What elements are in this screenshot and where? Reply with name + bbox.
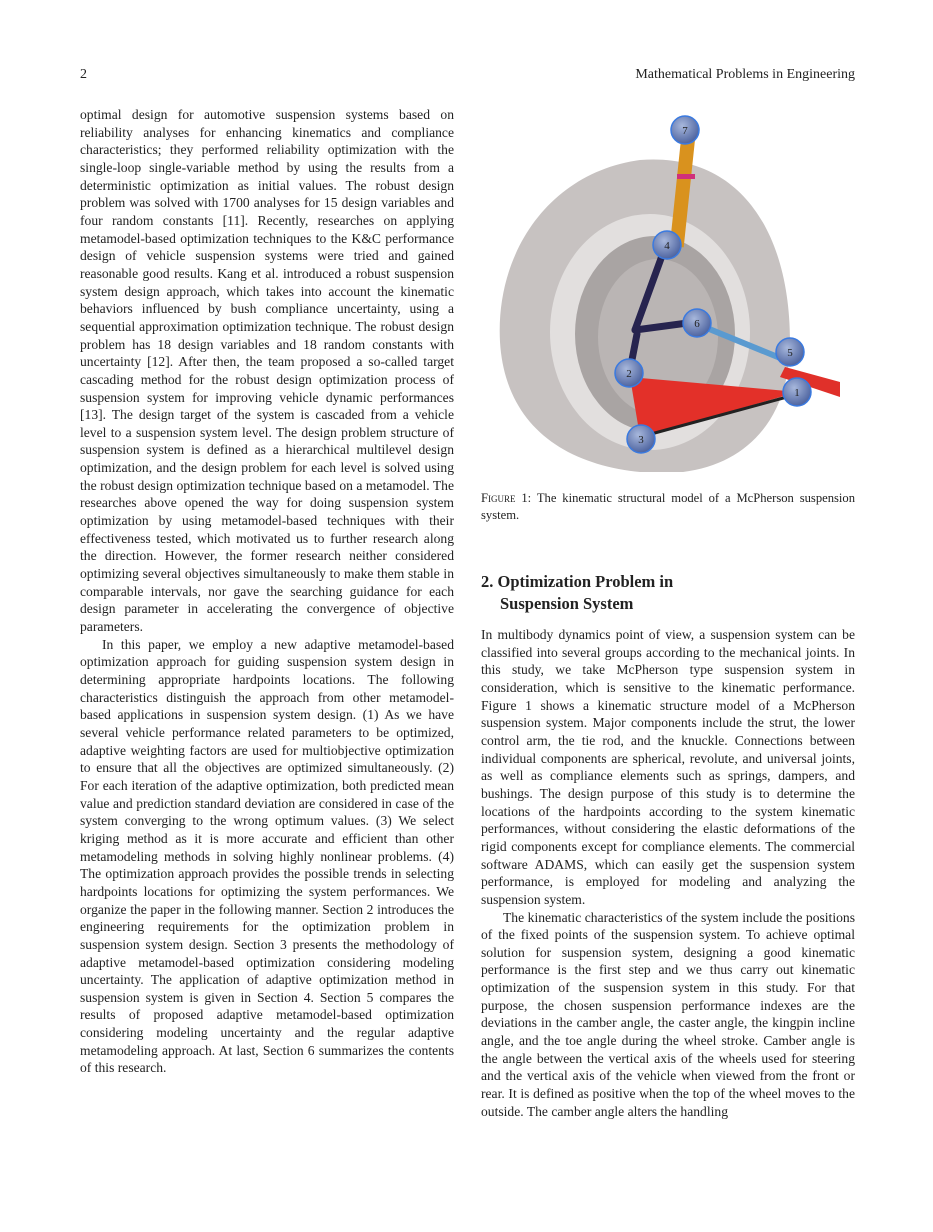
- figure-suspension-model: [490, 112, 840, 472]
- section-number: 2.: [481, 572, 494, 591]
- hardpoint-5: [776, 338, 804, 366]
- caption-text: The kinematic structural model of a McPherson suspension system.: [481, 491, 855, 522]
- svg-text:2: 2: [626, 368, 632, 380]
- running-header: Mathematical Problems in Engineering: [635, 67, 855, 82]
- section-title-line2: Suspension System: [500, 593, 634, 613]
- svg-text:7: 7: [682, 125, 688, 137]
- hardpoint-3: [627, 425, 655, 453]
- svg-text:3: 3: [638, 434, 644, 446]
- svg-text:6: 6: [694, 318, 700, 330]
- paragraph: optimal design for automotive suspension systems based on reliability analyses for enhancing kinematics and compliance characteristics; they performed reliability optimization with the single-loop single-variable method by using the results from a deterministic optimization as initial values. The robust design problem was solved with 1700 analyses for 15 design variables and four random constants [11]. Recently, researches on applying metamodel-based optimization techniques to the K&C performance design of vehicle suspension systems were tried and gained reasonable good results. Kang et al. introduced a robust suspension system design approach, which takes into account the kinematic behaviors influenced by bush compliance uncertainty, using a sequential approximation optimization technique. The robust design problem has 18 design variables and 18 random constants with uncertainty [12]. After then, the team proposed a so-called target cascading method for the robust design optimization process of suspension system for improving vehicle dynamic performances [13]. The design target of the system is cascaded from a vehicle level to a suspension system level. The design problem structure of suspension system is defined as a hierarchical multilevel design optimization, and the design problem for each level is solved using the robust design optimization technique based on a metamodel. The researches above opened the way for doing suspension system optimization by using metamodel-based techniques with their effectiveness tested, which motivated us to further research along the direction. However, the former research neither considered optimizing several objectives simultaneously to make them stable in comparable intervals, nor gave the searching guidance for each design parameter in accelerating the convergence of objective parameters.: [80, 107, 454, 635]
- page-number: 2: [80, 67, 87, 82]
- hardpoint-1: [783, 378, 811, 406]
- paragraph: In multibody dynamics point of view, a suspension system can be classified into several groups according to the mechanical joints. In this study, we take McPherson type suspension system in consideration, which is sensitive to the kinematic performance. Figure 1 shows a kinematic structure model of a McPherson suspension system. Major components include the strut, the lower control arm, the tie rod, and the knuckle. Connections between individual components are spherical, revolute, and universal joints, as well as compliance elements such as springs, dampers, and bushings. The design purpose of this study is to determine the locations of the hardpoints according to the system kinematic performances, without considering the elastic deformations of the rigid components except for compliance elements. The commercial software ADAMS, which can easily get the suspension system performance, is employed for modeling and analyzing the suspension system.: [481, 627, 855, 907]
- hardpoint-6: [683, 309, 711, 337]
- hardpoint-2: [615, 359, 643, 387]
- left-column: [80, 106, 454, 1077]
- hardpoint-4: [653, 231, 681, 259]
- section-heading: [481, 571, 855, 614]
- svg-text:4: 4: [664, 240, 670, 252]
- svg-text:5: 5: [787, 347, 793, 359]
- section-title-line1: Optimization Problem in: [497, 572, 674, 591]
- paragraph: In this paper, we employ a new adaptive metamodel-based optimization approach for guiding suspension system design in determining appropriate hardpoints locations. The following characteristics distinguish the approach from other metamodel-based applications in suspension system design. (1) As we have several vehicle performance related parameters to be optimized, adaptive weighting factors are used for multiobjective optimization to ensure that all the objectives are optimized simultaneously. (2) For each iteration of the adaptive optimization, both predicted mean value and prediction standard deviation are considered in case of the system converging to the wrong optimum values. (3) We select kriging method as it is more accurate and efficient than other metamodeling methods in solving highly nonlinear problems. (4) The optimization approach provides the possible trends in selecting hardpoints locations for optimizing the system performances. We organize the paper in the following manner. Section 2 introduces the engineering requirements for the optimization problem in suspension system design. Section 3 presents the methodology of adaptive metamodel-based optimization considering modeling uncertainty. The application of adaptive optimization method in suspension system is given in Section 4. Section 5 compares the results of proposed adaptive metamodel-based optimization considering modeling uncertainty and the regular adaptive metamodeling approach. At last, Section 6 summarizes the contents of this research.: [80, 636, 454, 1076]
- right-column: [481, 626, 855, 1120]
- hardpoint-7: [671, 116, 699, 144]
- caption-label: Figure 1:: [481, 491, 532, 505]
- paragraph: The kinematic characteristics of the system include the positions of the fixed points of the suspension system. To achieve optimal solution for suspension system, designing a good kinematic performance is the first step and we thus carry out kinematic optimization of the suspension system in this study. For that purpose, the chosen suspension performance indexes are the deviations in the camber angle, the caster angle, the kingpin incline angle, and the toe angle during the wheel stroke. Camber angle is the angle between the vertical axis of the wheels used for steering and the vertical axis of the vehicle when viewed from the front or rear. It is defined as positive when the top of the wheel moves to the outside. The camber angle alters the handling: [481, 909, 855, 1119]
- figure-caption: [481, 490, 855, 524]
- svg-text:1: 1: [794, 387, 800, 399]
